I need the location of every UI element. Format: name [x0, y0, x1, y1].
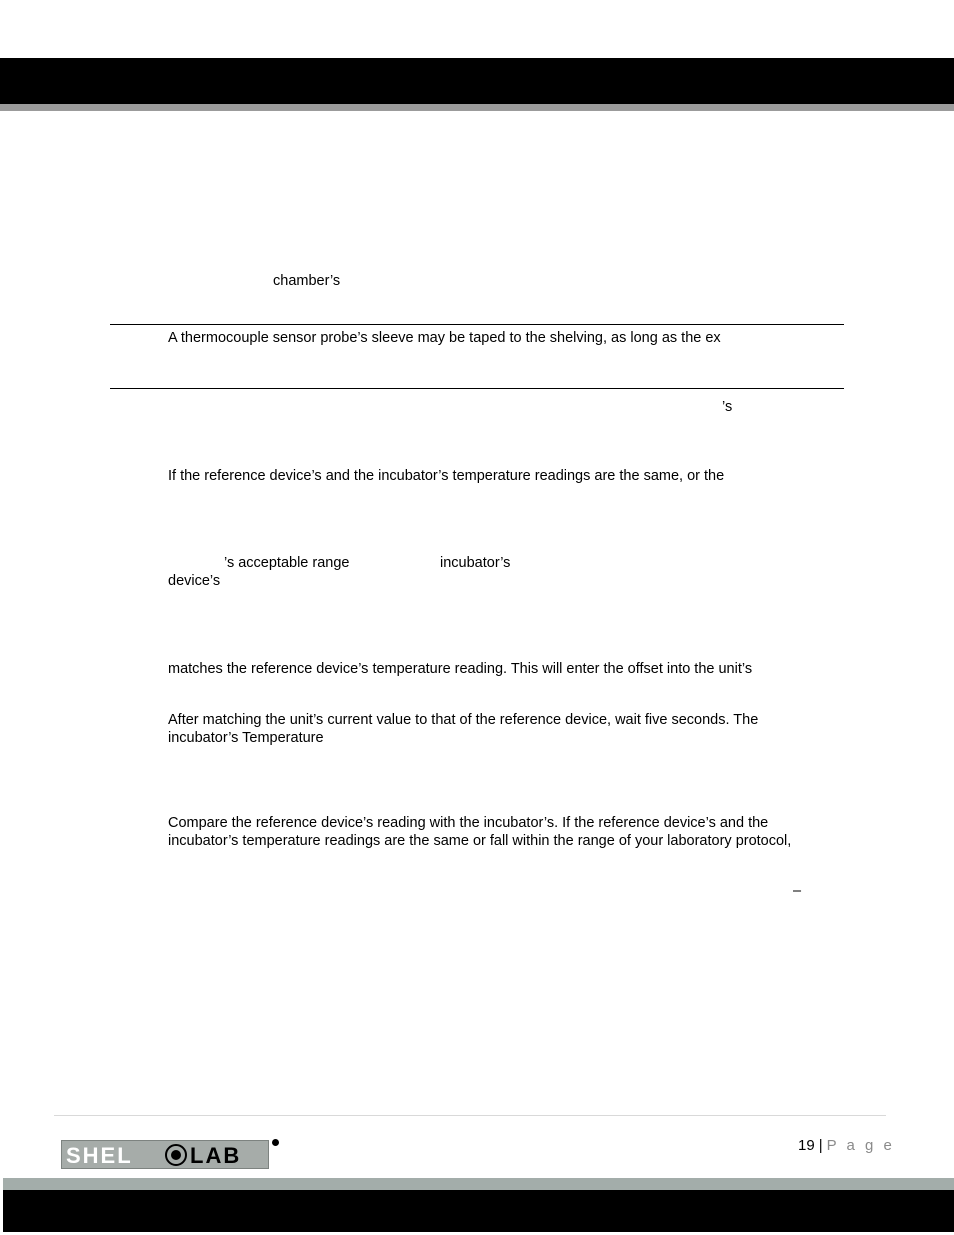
note-rule-bottom: [110, 388, 844, 389]
svg-text:LAB: LAB: [190, 1143, 242, 1168]
text-line: If the reference device’s and the incubator’s temperature readings are the same, or the: [168, 468, 725, 484]
note-rule-top: [110, 324, 844, 325]
text-line: incubator’s: [440, 555, 511, 571]
text-line: After matching the unit’s current value to that of the reference device, wait five seconds. The: [168, 712, 759, 728]
text-line: ’s: [722, 399, 733, 415]
text-line: Compare the reference device’s reading with the incubator’s. If the reference device’s and the: [168, 815, 769, 831]
text-line: device’s: [168, 573, 221, 589]
page-separator: |: [818, 1137, 823, 1154]
text-line: incubator’s temperature readings are the same or fall within the range of your laboratory protocol,: [168, 833, 792, 849]
header-stripe: [0, 104, 954, 111]
header-bar: [0, 58, 954, 104]
footer-bar: [3, 1190, 954, 1232]
text-line: –: [793, 883, 802, 899]
svg-text:SHEL: SHEL: [66, 1143, 133, 1168]
page-label: P a g e: [826, 1137, 895, 1154]
text-line: matches the reference device’s temperature reading. This will enter the offset into the unit’s: [168, 661, 753, 677]
page-number: [798, 1137, 895, 1155]
note-text: A thermocouple sensor probe’s sleeve may be taped to the shelving, as long as the ex: [168, 330, 721, 346]
shel-lab-logo: [61, 1140, 269, 1169]
page-number-value: 19: [798, 1137, 815, 1154]
text-line: incubator’s Temperature: [168, 730, 324, 746]
registered-mark-icon: [272, 1139, 279, 1146]
footer-stripe: [3, 1178, 954, 1190]
footer-rule: [54, 1115, 886, 1116]
text-line: chamber’s: [273, 273, 341, 289]
text-line: ’s acceptable range: [224, 555, 350, 571]
